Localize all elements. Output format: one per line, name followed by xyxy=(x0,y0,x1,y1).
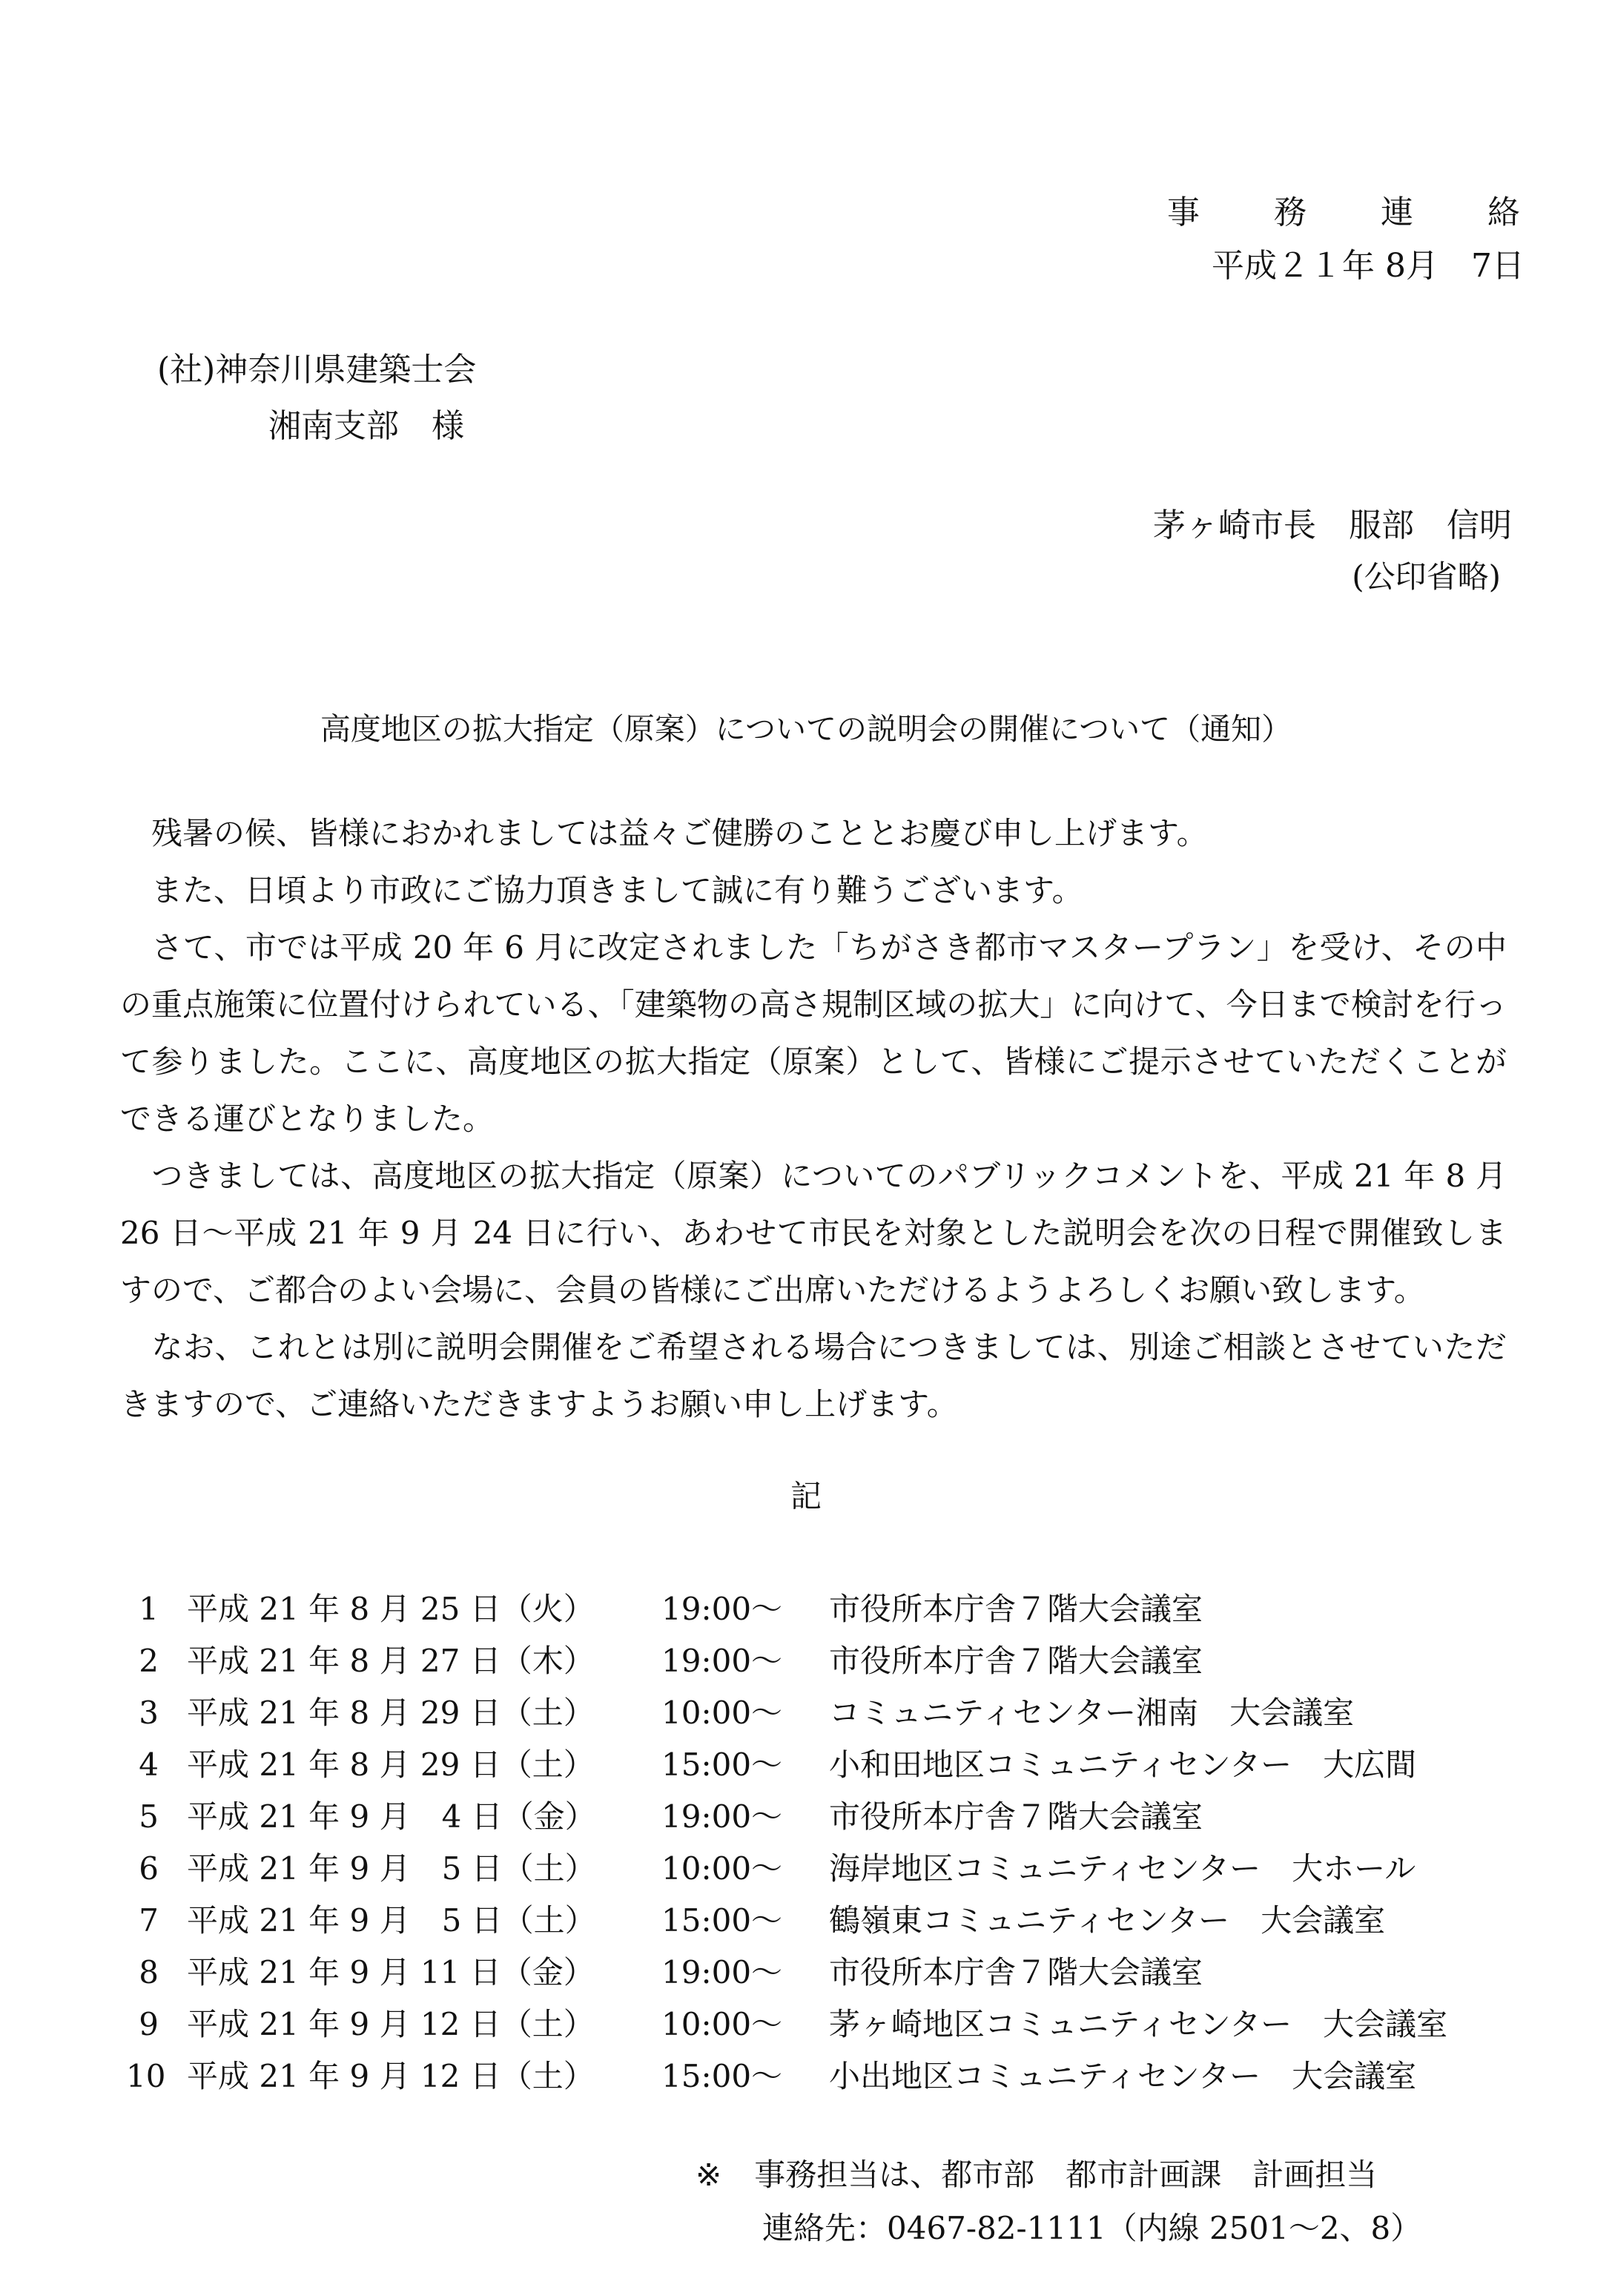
schedule-time: 15:00～ xyxy=(661,1746,783,1783)
schedule-venue: コミュニティセンター湘南 大会議室 xyxy=(829,1695,1355,1731)
schedule-date: 平成 21 年 9 月 4 日（金） xyxy=(187,1798,596,1835)
doc-type-char: 連 xyxy=(1381,194,1416,231)
schedule-number: 5 xyxy=(139,1798,159,1835)
schedule-number: 4 xyxy=(139,1746,159,1783)
letter-body xyxy=(120,805,1507,1433)
addressee-organization: (社)神奈川県建築士会 xyxy=(157,351,477,389)
schedule-date: 平成 21 年 8 月 29 日（土） xyxy=(187,1695,595,1731)
schedule-number: 10 xyxy=(126,2058,166,2094)
schedule-time: 15:00～ xyxy=(661,2058,783,2094)
schedule-venue: 市役所本庁舎７階大会議室 xyxy=(829,1798,1203,1835)
body-paragraph: また、日頃より市政にご協力頂きまして誠に有り難うございます。 xyxy=(120,872,1083,908)
seal-note: (公印省略) xyxy=(1352,558,1501,595)
schedule-date: 平成 21 年 9 月 11 日（金） xyxy=(187,1954,595,1990)
document-subject: 高度地区の拡大指定（原案）についての説明会の開催について（通知） xyxy=(320,711,1292,747)
schedule-venue: 鶴嶺東コミュニティセンター 大会議室 xyxy=(829,1902,1386,1939)
body-paragraph: つきましては、高度地区の拡大指定（原案）についてのパブリックコメントを、平成 21 年 8 月 26 日～平成 21 年 9 月 24 日に行い、あわせて市民を対象とした説明会を次の日程で開催致しますので、ご都合のよい会場に、会員の皆様にご出席いただけるようよろしくお願い致します。 xyxy=(120,1158,1507,1308)
doc-type-char: 絡 xyxy=(1487,194,1523,231)
contact-department: 事務担当は、都市部 都市計画課 計画担当 xyxy=(754,2157,1378,2193)
schedule-time: 10:00～ xyxy=(661,2006,783,2042)
schedule-date: 平成 21 年 9 月 12 日（土） xyxy=(187,2058,595,2094)
schedule-time: 15:00～ xyxy=(661,1902,783,1939)
schedule-time: 10:00～ xyxy=(661,1695,783,1731)
schedule-venue: 市役所本庁舎７階大会議室 xyxy=(829,1643,1203,1679)
schedule-number: 7 xyxy=(139,1902,159,1939)
reference-mark: ※ xyxy=(696,2157,722,2193)
schedule-number: 8 xyxy=(139,1954,159,1990)
ki-heading: 記 xyxy=(790,1478,822,1514)
sender-name: 茅ヶ崎市長 服部 信明 xyxy=(1153,507,1512,544)
schedule-time: 19:00～ xyxy=(661,1643,783,1679)
schedule-date: 平成 21 年 9 月 5 日（土） xyxy=(187,1850,596,1887)
schedule-date: 平成 21 年 8 月 29 日（土） xyxy=(187,1746,595,1783)
doc-type-char: 事 xyxy=(1167,194,1203,231)
schedule-time: 19:00～ xyxy=(661,1954,783,1990)
schedule-date: 平成 21 年 8 月 25 日（火） xyxy=(187,1591,595,1627)
schedule-time: 19:00～ xyxy=(661,1591,783,1627)
schedule-number: 9 xyxy=(139,2006,159,2042)
schedule-venue: 海岸地区コミュニティセンター 大ホール xyxy=(829,1850,1416,1887)
contact-phone: 連絡先：0467-82-1111（内線 2501～2、8） xyxy=(762,2210,1422,2246)
schedule-venue: 茅ヶ崎地区コミュニティセンター 大会議室 xyxy=(829,2006,1448,2042)
body-paragraph: なお、これとは別に説明会開催をご希望される場合につきましては、別途ご相談とさせていただきますので、ご連絡いただきますようお願い申し上げます。 xyxy=(120,1329,1507,1422)
addressee-branch: 湘南支部 様 xyxy=(268,407,464,445)
body-paragraph: さて、市では平成 20 年 6 月に改定されました「ちがさき都市マスタープラン」を受け、その中の重点施策に位置付けられている、「建築物の高さ規制区域の拡大」に向けて、今日まで検討を行って参りました。ここに、高度地区の拡大指定（原案）として、皆様にご提示させていただくことができる運びとなりました。 xyxy=(120,929,1507,1137)
schedule-number: 2 xyxy=(139,1643,159,1679)
schedule-date: 平成 21 年 9 月 12 日（土） xyxy=(187,2006,595,2042)
schedule-date: 平成 21 年 8 月 27 日（木） xyxy=(187,1643,595,1679)
schedule-time: 19:00～ xyxy=(661,1798,783,1835)
schedule-number: 6 xyxy=(139,1850,159,1887)
schedule-venue: 市役所本庁舎７階大会議室 xyxy=(829,1591,1203,1627)
schedule-time: 10:00～ xyxy=(661,1850,783,1887)
schedule-venue: 小和田地区コミュニティセンター 大広間 xyxy=(829,1746,1417,1783)
schedule-venue: 市役所本庁舎７階大会議室 xyxy=(829,1954,1203,1990)
schedule-number: 3 xyxy=(139,1695,159,1731)
body-paragraph: 残暑の候、皆様におかれましては益々ご健勝のこととお慶び申し上げます。 xyxy=(120,815,1208,851)
document-type-heading xyxy=(1167,185,1523,233)
doc-type-char: 務 xyxy=(1274,194,1309,231)
schedule-number: 1 xyxy=(139,1591,159,1627)
schedule-venue: 小出地区コミュニティセンター 大会議室 xyxy=(829,2058,1417,2094)
document-date: 平成２１年 8月 7日 xyxy=(1212,247,1525,285)
schedule-date: 平成 21 年 9 月 5 日（土） xyxy=(187,1902,596,1939)
contact-note xyxy=(696,2151,1377,2195)
